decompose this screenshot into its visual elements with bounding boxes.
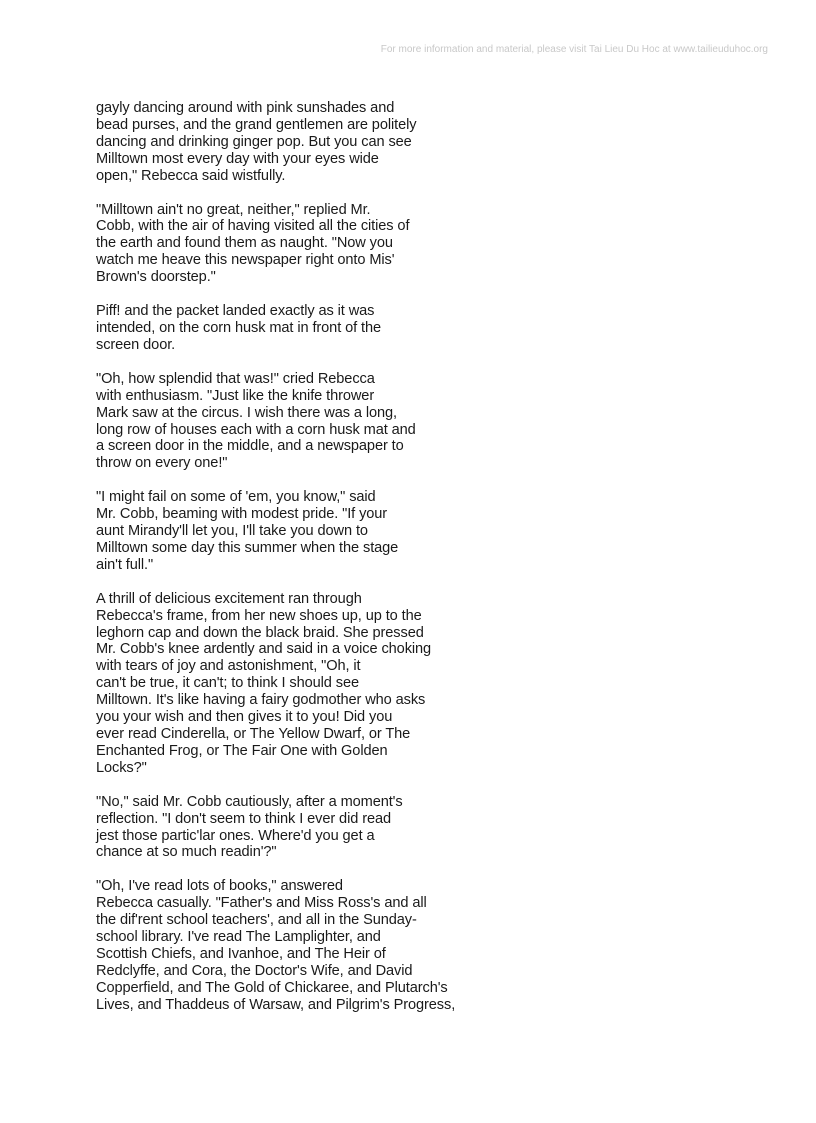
text-line: open," Rebecca said wistfully. [96,167,286,184]
text-line: Scottish Chiefs, and Ivanhoe, and The Heir of [96,945,386,962]
text-line: you your wish and then gives it to you! Did you [96,709,393,726]
document-body [96,100,496,1031]
text-line: aunt Mirandy'll let you, I'll take you down to [96,523,368,540]
text-line: jest those partic'lar ones. Where'd you get a [96,827,375,844]
text-line: screen door. [96,336,176,353]
header-source-note: For more information and material, please visit Tai Lieu Du Hoc at www.tailieuduhoc.org [380,44,768,55]
text-line: Lives, and Thaddeus of Warsaw, and Pilgrim's Progress, [96,996,456,1013]
text-line: "Oh, I've read lots of books," answered [96,878,343,895]
text-line: Copperfield, and The Gold of Chickaree, and Plutarch's [96,979,448,996]
text-line: gayly dancing around with pink sunshades and [96,100,395,116]
text-line: school library. I've read The Lamplighter, and [96,929,381,946]
text-line: the earth and found them as naught. "Now you [96,235,393,252]
text-line: can't be true, it can't; to think I should see [96,675,360,692]
text-line: Locks?" [96,759,147,776]
text-line: leghorn cap and down the black braid. She pressed [96,624,424,641]
text-line: chance at so much readin'?" [96,844,277,861]
text-line: Mr. Cobb's knee ardently and said in a voice choking [96,641,432,658]
paragraph [96,100,496,185]
text-line: "I might fail on some of 'em, you know," said [96,489,376,506]
text-line: intended, on the corn husk mat in front of the [96,319,382,336]
text-line: long row of houses each with a corn husk mat and [96,421,416,438]
text-line: ain't full." [96,556,154,573]
text-line: with tears of joy and astonishment, "Oh, it [96,658,361,675]
text-line: reflection. "I don't seem to think I ever did read [96,810,391,827]
text-line: ever read Cinderella, or The Yellow Dwarf, or The [96,726,411,742]
text-line: watch me heave this newspaper right onto Mis' [96,252,395,269]
text-line: Mark saw at the circus. I wish there was a long, [96,404,397,421]
paragraph [96,878,496,1013]
text-line: Brown's doorstep." [96,269,216,286]
paragraph [96,202,496,287]
text-line: with enthusiasm. "Just like the knife thrower [96,387,375,404]
text-line: Milltown. It's like having a fairy godmother who asks [96,692,426,709]
paragraph [96,489,496,574]
text-line: a screen door in the middle, and a newspaper to [96,438,404,455]
text-line: "No," said Mr. Cobb cautiously, after a moment's [96,793,403,810]
text-line: Milltown most every day with your eyes wide [96,150,379,167]
text-line: Piff! and the packet landed exactly as it was [96,303,375,320]
text-line: bead purses, and the grand gentlemen are politely [96,116,417,133]
paragraph [96,371,496,472]
text-line: "Milltown ain't no great, neither," replied Mr. [96,201,371,218]
text-line: throw on every one!" [96,455,228,472]
text-line: Mr. Cobb, beaming with modest pride. "If your [96,506,388,523]
text-line: Rebecca's frame, from her new shoes up, up to the [96,607,422,624]
text-line: A thrill of delicious excitement ran through [96,590,362,607]
text-line: Redclyffe, and Cora, the Doctor's Wife, and David [96,962,413,979]
text-line: "Oh, how splendid that was!" cried Rebecca [96,370,375,387]
paragraph [96,303,496,354]
text-line: Enchanted Frog, or The Fair One with Golden [96,742,388,759]
paragraph [96,591,496,777]
text-line: Rebecca casually. "Father's and Miss Ross's and all [96,895,427,912]
text-line: the dif'rent school teachers', and all in the Sunday- [96,912,417,929]
paragraph [96,794,496,862]
text-line: Cobb, with the air of having visited all the cities of [96,218,410,235]
text-line: dancing and drinking ginger pop. But you can see [96,133,412,150]
text-line: Milltown some day this summer when the stage [96,539,399,556]
